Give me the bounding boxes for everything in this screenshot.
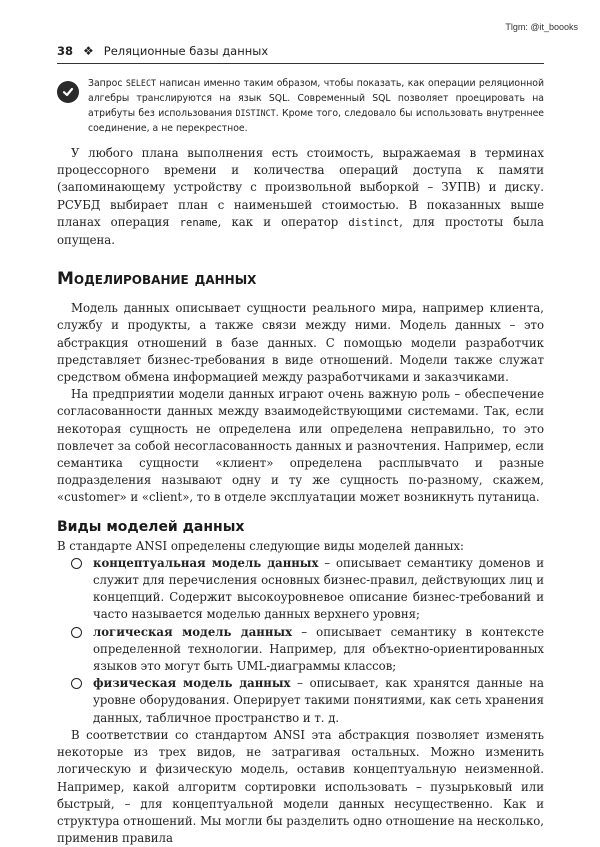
paragraph: На предприятии модели данных играют очень важную роль – обеспечение согласованности данных между взаимодействующими системами. Так, если некоторая сущность не определена или определена неправильно, то это повлечет за собой несогласованность данных и разночтения. Например, если семантика сущности «клиент» определена расплывчато и разные подразделения называют одну и ту же сущность по-разному, скажем, «customer» и «client», то в отделе эксплуатации может возникнуть путаница. [57, 387, 544, 505]
main-text [57, 145, 544, 847]
bullet-circle-icon [71, 678, 82, 689]
bullet-circle-icon [71, 627, 82, 638]
page-number: 38 [57, 44, 74, 58]
list-item: концептуальная модель данных – описывает семантику доменов и служит для перечисления основных бизнес-правил, действующих лиц и концепций. Содержит высокоуровневое описание бизнес-требований и часто называется моделью данных верхнего уровня; [93, 555, 544, 624]
code-rename: rename [179, 216, 218, 229]
paragraph-plan-cost: У любого плана выполнения есть стоимость, выражаемая в терминах процессорного времени и количества операций доступа к памяти (запоминающему устройству с произвольной выборкой – ЗУПВ) и диску. РСУБД выбирает план с наименьшей стоимостью. В показанных выше планах операция rename, как и оператор distinct, для простоты была опущена. [57, 146, 544, 248]
section-heading: Моделирование данных [57, 269, 257, 290]
code-distinct-lower: distinct [348, 216, 400, 229]
list-item: физическая модель данных – описывает, как хранятся данные на уровне оборудования. Оперирует такими понятиями, как сеть хранения данных, табличное пространство и т. д. [93, 675, 544, 727]
code-distinct: DISTINCT [235, 108, 276, 118]
header-rule [57, 63, 544, 64]
list-item: логическая модель данных – описывает семантику в контексте определенной технологии. Например, для объектно-ориентированных языков это могут быть UML-диаграммы классов; [93, 624, 544, 676]
code-select: SELECT [125, 78, 157, 88]
note-box [57, 76, 544, 136]
paragraph: Модель данных описывает сущности реального мира, например клиента, службу и продукты, а также связи между ними. Модель данных – это абстракция отношений в базе данных. С помощью модели разработчик представляет бизнес-требования в виде отношений. Модели также служат средством обмена информацией между разработчиками и заказчиками. [57, 301, 544, 385]
ornament-icon: ❖ [83, 44, 94, 58]
paragraph-intro: В стандарте ANSI определены следующие виды моделей данных: [57, 538, 464, 553]
chapter-title: Реляционные базы данных [103, 44, 269, 58]
running-header [57, 44, 544, 58]
note-text: Запрос SELECT написан именно таким образом, чтобы показать, как операции реляционной алгебры транслируются на язык SQL. Современный SQL позволяет проецировать на атрибуты без использования DISTINCT. Кроме того, следовало бы использовать внутреннее соединение, а не перекрестное. [88, 78, 545, 134]
model-types-list [57, 555, 544, 727]
paragraph-closing: В соответствии со стандартом ANSI эта абстракция позволяет изменять некоторые из трех видов, не затрагивая остальных. Можно изменить логическую и физическую модель, оставив концептуальную неизменной. Например, какой алгоритм сортировки использовать – пузырьковый или быстрый, – для концептуальной модели данных несущественно. Как и структура отношений. Мы могли бы разделить одно отношение на несколько, применив правила [57, 727, 545, 846]
watermark-text: Tlgm: @it_boooks [505, 22, 578, 32]
subsection-heading: Виды моделей данных [57, 518, 245, 535]
check-circle-icon [57, 81, 79, 103]
bullet-circle-icon [71, 558, 82, 569]
